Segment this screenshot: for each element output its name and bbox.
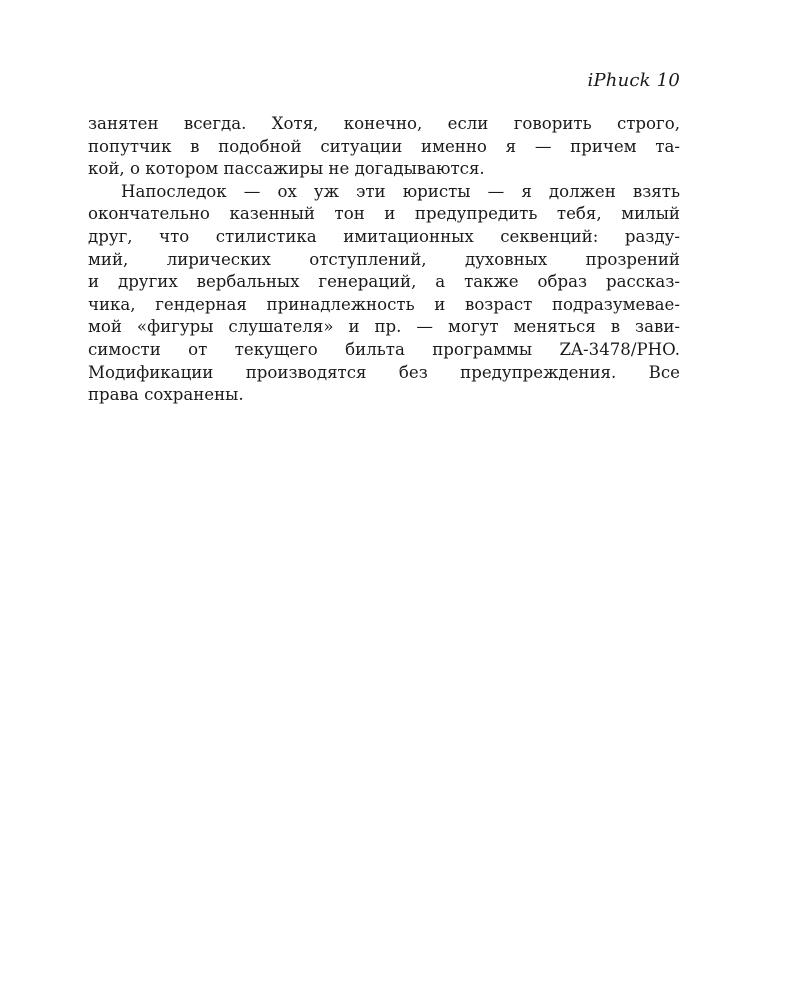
text-line: и других вербальных генераций, а также образ рассказ- [88,272,680,292]
text-line: мий, лирических отступлений, духовных прозрений [88,249,680,269]
text-line: попутчик в подобной ситуации именно я — причем та- [88,136,680,156]
text-line: права сохранены. [88,385,244,405]
text-line: Модификации производятся без предупреждения. Все [88,362,680,382]
text-line: мой «фигуры слушателя» и пр. — могут меняться в зави- [88,317,680,337]
text-line: симости от текущего бильта программы ZA-3478/PHO. [88,339,680,359]
text-line: Напоследок — ох уж эти юристы — я должен взять [121,181,680,201]
text-line: кой, о котором пассажиры не догадываются. [88,159,485,179]
text-line: окончательно казенный тон и предупредить тебя, милый [88,204,680,224]
running-header: iPhuck 10 [587,70,680,91]
text-line: занятен всегда. Хотя, конечно, если говорить строго, [88,114,680,133]
text-line: чика, гендерная принадлежность и возраст подразумевае- [88,294,680,314]
text-line: друг, что стилистика имитационных секвенций: разду- [88,226,680,246]
body-text [88,113,680,407]
